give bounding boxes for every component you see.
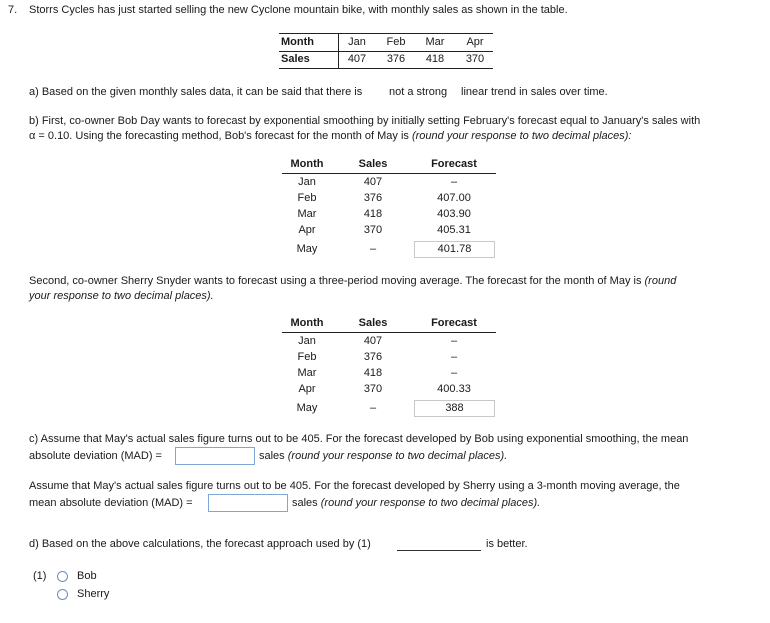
bob-table-sales: 370 (363, 224, 383, 236)
sherry-table-header-month: Month (290, 317, 324, 329)
part-d-text: d) Based on the above calculations, the forecast approach used by (1) (29, 538, 371, 550)
part-c-rounding-note: (round your response to two decimal places). (287, 450, 508, 462)
sherry-table-sales: 370 (363, 383, 383, 395)
sales-table-mid-rule (279, 51, 493, 52)
mad-bob-input[interactable] (175, 447, 255, 465)
sales-table-bottom-rule (279, 68, 493, 69)
part-a-text: a) Based on the given monthly sales data, it can be said that there is (29, 86, 363, 98)
bob-table-forecast: 405.31 (437, 224, 471, 236)
part-d-answer-blank[interactable] (397, 538, 481, 551)
sherry-table-sales: 376 (363, 351, 383, 363)
part-a-answer-dropdown-right[interactable]: linear trend in sales over time. (461, 86, 608, 98)
part-b-line1: b) First, co-owner Bob Day wants to forecast by exponential smoothing by initially setting February's forecast equal to January's sales with (29, 115, 701, 127)
sherry-table-sales: 407 (363, 335, 383, 347)
bob-table-header-rule (282, 173, 496, 174)
part-c-line1: c) Assume that May's actual sales figure turns out to be 405. For the forecast developed by Bob using exponential smoothing, the mean (29, 433, 689, 445)
sherry-table-forecast: – (450, 335, 458, 347)
bob-table-sales: 407 (363, 176, 383, 188)
part-c-sales-unit: sales (292, 497, 318, 509)
bob-table-sales: 376 (363, 192, 383, 204)
part-a-answer-dropdown[interactable]: not a strong (389, 86, 448, 98)
choice-group-label: (1) (33, 570, 47, 582)
sales-table-value: 407 (347, 53, 367, 65)
option-sherry-label[interactable]: Sherry (77, 588, 110, 600)
sherry-table-sales: – (369, 402, 377, 414)
sherry-table-forecast: – (450, 351, 458, 363)
sales-table-sales-label: Sales (281, 53, 310, 65)
sherry-table-forecast: 400.33 (437, 383, 471, 395)
part-d-text-after: is better. (486, 538, 528, 550)
sales-table-value: 376 (386, 53, 406, 65)
bob-table-month: May (296, 243, 318, 255)
part-b-rounding-note: (round your response to two decimal places): (411, 130, 632, 142)
bob-table-header-forecast: Forecast (431, 158, 477, 170)
bob-table-forecast: 403.90 (437, 208, 471, 220)
sherry-table-header-rule (282, 332, 496, 333)
part-c-line4-start: mean absolute deviation (MAD) = (29, 497, 193, 509)
bob-may-forecast-answer: 401.78 (414, 241, 495, 258)
part-sherry-rounding-note-start: (round (644, 275, 677, 287)
sales-table-top-rule (279, 33, 493, 34)
sherry-table-header-forecast: Forecast (431, 317, 477, 329)
sales-table-month: Apr (466, 36, 484, 48)
sherry-table-month: Jan (298, 335, 316, 347)
part-b-line2: α = 0.10. Using the forecasting method, Bob's forecast for the month of May is (29, 130, 409, 142)
radio-sherry[interactable] (57, 589, 68, 600)
option-bob-label[interactable]: Bob (77, 570, 97, 582)
sales-table-value: 370 (465, 53, 485, 65)
bob-table-sales: – (369, 243, 377, 255)
sherry-table-header-sales: Sales (358, 317, 388, 329)
sales-table-divider (338, 33, 339, 68)
part-sherry-rounding-note-end: your response to two decimal places). (29, 290, 214, 302)
sales-table-month: Mar (425, 36, 445, 48)
sherry-table-month: Mar (297, 367, 317, 379)
part-c-line3: Assume that May's actual sales figure turns out to be 405. For the forecast developed by Sherry using a 3-month moving average, the (29, 480, 680, 492)
bob-table-sales: 418 (363, 208, 383, 220)
part-c-line2-start: absolute deviation (MAD) = (29, 450, 162, 462)
sherry-table-month: Apr (298, 383, 316, 395)
bob-table-forecast: 407.00 (437, 192, 471, 204)
bob-table-forecast: – (450, 176, 458, 188)
bob-table-header-sales: Sales (358, 158, 388, 170)
mad-sherry-input[interactable] (208, 494, 288, 512)
sherry-table-month: May (296, 402, 318, 414)
part-c-rounding-note: (round your response to two decimal places). (320, 497, 541, 509)
bob-table-month: Feb (297, 192, 317, 204)
part-sherry-line1: Second, co-owner Sherry Snyder wants to forecast using a three-period moving average. The forecast for the month of May is (29, 275, 642, 287)
bob-table-header-month: Month (290, 158, 324, 170)
sherry-may-forecast-answer: 388 (414, 400, 495, 417)
sherry-table-forecast: – (450, 367, 458, 379)
question-number: 7. (8, 4, 18, 16)
sherry-table-sales: 418 (363, 367, 383, 379)
sales-table-month: Jan (348, 36, 366, 48)
radio-bob[interactable] (57, 571, 68, 582)
bob-table-month: Mar (297, 208, 317, 220)
sherry-table-month: Feb (297, 351, 317, 363)
sales-table-month-label: Month (281, 36, 314, 48)
sales-table-month: Feb (386, 36, 406, 48)
bob-table-month: Apr (298, 224, 316, 236)
bob-table-month: Jan (298, 176, 316, 188)
part-c-sales-unit: sales (259, 450, 285, 462)
question-intro: Storrs Cycles has just started selling the new Cyclone mountain bike, with monthly sales as shown in the table. (29, 4, 568, 16)
sales-table-value: 418 (425, 53, 445, 65)
